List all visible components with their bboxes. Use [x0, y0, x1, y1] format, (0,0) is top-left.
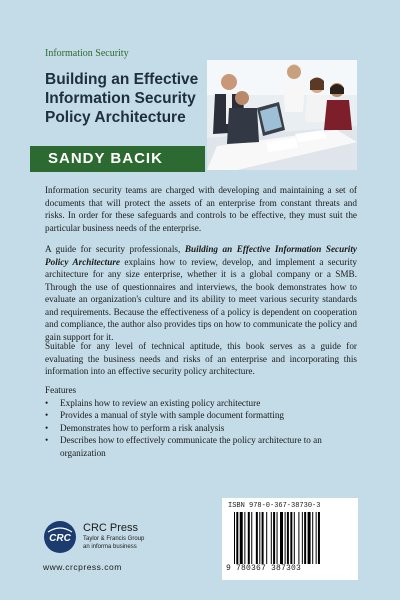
paragraph-2-book-title: Building an Effective Information Security Policy Architecture [45, 244, 357, 267]
description-paragraph-2 [45, 243, 357, 343]
feature-item: • Explains how to review an existing policy architecture [45, 397, 357, 410]
crc-logo-icon [43, 520, 77, 554]
description-paragraph-3: Suitable for any level of technical aptitude, this book serves as a guide for evaluating the business needs and risks of an enterprise and incorporating this information into an effective security policy architecture. [45, 341, 357, 376]
barcode-box [222, 498, 358, 580]
feature-item: • Describes how to effectively communicate the policy architecture to an organization [45, 434, 357, 459]
feature-item: • Provides a manual of style with sample document formatting [45, 409, 357, 422]
feature-item: • Demonstrates how to perform a risk analysis [45, 422, 357, 435]
meeting-photo [207, 60, 357, 170]
paragraph-2-body: explains how to review, develop, and implement a security architecture for any size enterprise, whether it is a global company or a SMB. Through the use of questionnaires and interviews, the book demonstrates how to evaluate an organization's culture and its ability to meet various security standards and requirements. Because the effectiveness of a policy is dependent on cooperation and compliance, the author also provides tips on how to communicate the policy and gain support for it. [45, 256, 357, 342]
description-paragraph-1: Information security teams are charged with developing and maintaining a set of documents that will protect the assets of an enterprise from constant threats and risks. In order for these safeguards and controls to be effective, they must suit the particular business needs of the enterprise. [45, 185, 357, 233]
features-heading: Features [45, 385, 77, 395]
paragraph-2-intro: A guide for security professionals, [45, 244, 185, 254]
svg-text:CRC: CRC [49, 533, 71, 544]
book-title [45, 70, 215, 127]
features-list [45, 397, 357, 460]
category-label: Information Security [45, 48, 129, 59]
title-line-2: Information Security [45, 90, 196, 107]
author-name: SANDY BACIK [48, 150, 163, 167]
features-section [45, 384, 357, 459]
author-bar [30, 146, 205, 172]
barcode-icon [234, 512, 352, 564]
publisher-group: Taylor & Francis Group [83, 536, 145, 542]
title-line-3: Policy Architecture [45, 109, 186, 126]
publisher-tagline: an informa business [83, 544, 137, 550]
title-line-1: Building an Effective [45, 71, 199, 88]
publisher-name: CRC Press [83, 522, 139, 534]
barcode-number: 9 780367 387303 [226, 564, 302, 573]
isbn-label: ISBN 978-0-367-38730-3 [228, 502, 321, 510]
publisher-url: www.crcpress.com [43, 562, 122, 572]
